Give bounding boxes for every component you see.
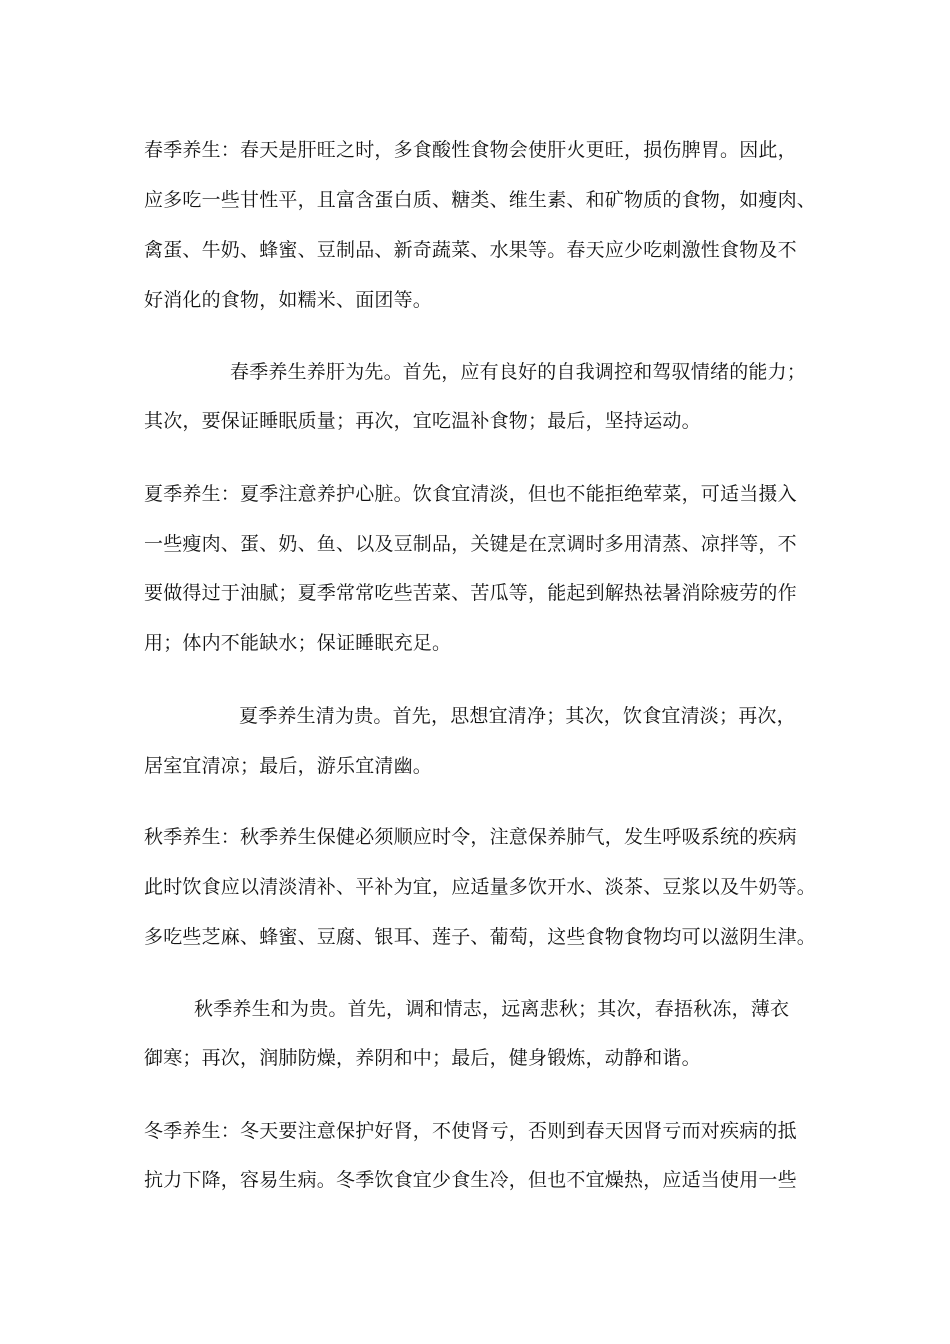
text-line: 禽蛋、牛奶、蜂蜜、豆制品、新奇蔬菜、水果等。春天应少吃刺激性食物及不 bbox=[144, 239, 797, 261]
text-line: 御寒；再次，润肺防燥，养阴和中；最后，健身锻炼，动静和谐。 bbox=[144, 1047, 701, 1069]
text-line: 春季养生：春天是肝旺之时，多食酸性食物会使肝火更旺，损伤脾胃。因此， bbox=[144, 139, 797, 161]
text-line: 此时饮食应以清淡清补、平补为宜，应适量多饮开水、淡茶、豆浆以及牛奶等。 bbox=[144, 876, 817, 898]
text-line: 好消化的食物，如糯米、面团等。 bbox=[144, 289, 433, 311]
text-line: 秋季养生和为贵。首先，调和情志，远离悲秋；其次，春捂秋冻，薄衣 bbox=[194, 998, 790, 1020]
text-line: 抗力下降，容易生病。冬季饮食宜少食生冷，但也不宜燥热，应适当使用一些 bbox=[144, 1169, 797, 1191]
text-line: 其次，要保证睡眠质量；再次，宜吃温补食物；最后，坚持运动。 bbox=[144, 410, 701, 432]
text-line: 秋季养生：秋季养生保健必须顺应时令，注意保养肺气，发生呼吸系统的疾病 bbox=[144, 826, 797, 848]
text-line: 春季养生养肝为先。首先，应有良好的自我调控和驾驭情绪的能力； bbox=[230, 361, 807, 383]
text-line: 夏季养生：夏季注意养护心脏。饮食宜清淡，但也不能拒绝荤菜，可适当摄入 bbox=[144, 483, 797, 505]
text-line: 应多吃一些甘性平，且富含蛋白质、糖类、维生素、和矿物质的食物，如瘦肉、 bbox=[144, 189, 817, 211]
text-line: 多吃些芝麻、蜂蜜、豆腐、银耳、莲子、葡萄，这些食物食物均可以滋阴生津。 bbox=[144, 926, 817, 948]
text-line: 居室宜清凉；最后，游乐宜清幽。 bbox=[144, 755, 433, 777]
text-line: 夏季养生清为贵。首先，思想宜清净；其次，饮食宜清淡；再次， bbox=[239, 705, 796, 727]
text-line: 冬季养生：冬天要注意保护好肾，不使肾亏，否则到春天因肾亏而对疾病的抵 bbox=[144, 1120, 797, 1142]
text-line: 一些瘦肉、蛋、奶、鱼、以及豆制品，关键是在烹调时多用清蒸、凉拌等，不 bbox=[144, 533, 797, 555]
text-line: 要做得过于油腻；夏季常常吃些苦菜、苦瓜等，能起到解热祛暑消除疲劳的作 bbox=[144, 582, 797, 604]
text-line: 用；体内不能缺水；保证睡眠充足。 bbox=[144, 632, 452, 654]
